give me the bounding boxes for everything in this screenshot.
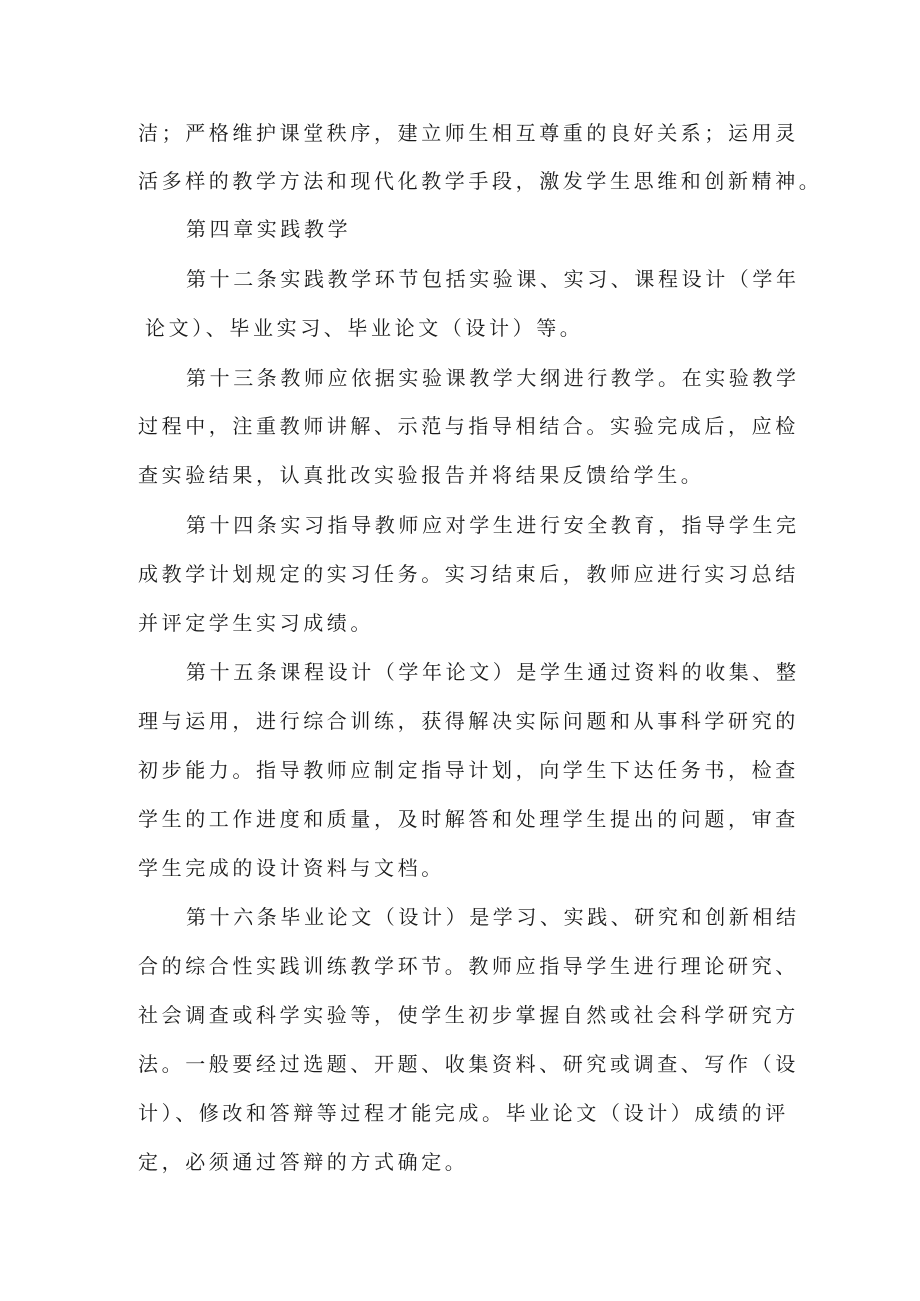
text-line: 第十三条教师应依据实验课教学大纲进行教学。在实验教学 (186, 366, 800, 390)
text-line: 第十五条课程设计（学年论文）是学生通过资料的收集、整 (186, 660, 800, 684)
text-line: 第十四条实习指导教师应对学生进行安全教育，指导学生完 (186, 513, 800, 537)
text-line: 洁；严格维护课堂秩序，建立师生相互尊重的良好关系；运用灵 (138, 121, 799, 145)
text-line: 定，必须通过答辩的方式确定。 (138, 1150, 469, 1174)
text-line: 第十二条实践教学环节包括实验课、实习、课程设计（学年 (186, 267, 800, 291)
text-line: 活多样的教学方法和现代化教学手段，激发学生思维和创新精神。 (138, 169, 823, 193)
text-line: 查实验结果，认真批改实验报告并将结果反馈给学生。 (138, 463, 705, 487)
text-line: 并评定学生实习成绩。 (138, 611, 374, 635)
text-line: 学生完成的设计资料与文档。 (138, 856, 445, 880)
text-line: 理与运用，进行综合训练，获得解决实际问题和从事科学研究的 (138, 709, 799, 733)
text-line: 学生的工作进度和质量，及时解答和处理学生提出的问题，审查 (138, 807, 799, 831)
text-line: 合的综合性实践训练教学环节。教师应指导学生进行理论研究、 (138, 954, 799, 978)
text-line: 计）、修改和答辩等过程才能完成。毕业论文（设计）成绩的评 (138, 1101, 789, 1125)
text-line: 第十六条毕业论文（设计）是学习、实践、研究和创新相结 (186, 905, 800, 929)
text-line: 初步能力。指导教师应制定指导计划，向学生下达任务书，检查 (138, 758, 799, 782)
text-line: 成教学计划规定的实习任务。实习结束后，教师应进行实习总结 (138, 562, 799, 586)
text-line: 法。一般要经过选题、开题、收集资料、研究或调查、写作（设 (138, 1052, 799, 1076)
chapter-heading: 第四章实践教学 (186, 217, 352, 241)
text-line: 过程中，注重教师讲解、示范与指导相结合。实验完成后，应检 (138, 414, 799, 438)
text-line: 论文）、毕业实习、毕业论文（设计）等。 (145, 316, 584, 340)
text-line: 社会调查或科学实验等，使学生初步掌握自然或社会科学研究方 (138, 1003, 799, 1027)
